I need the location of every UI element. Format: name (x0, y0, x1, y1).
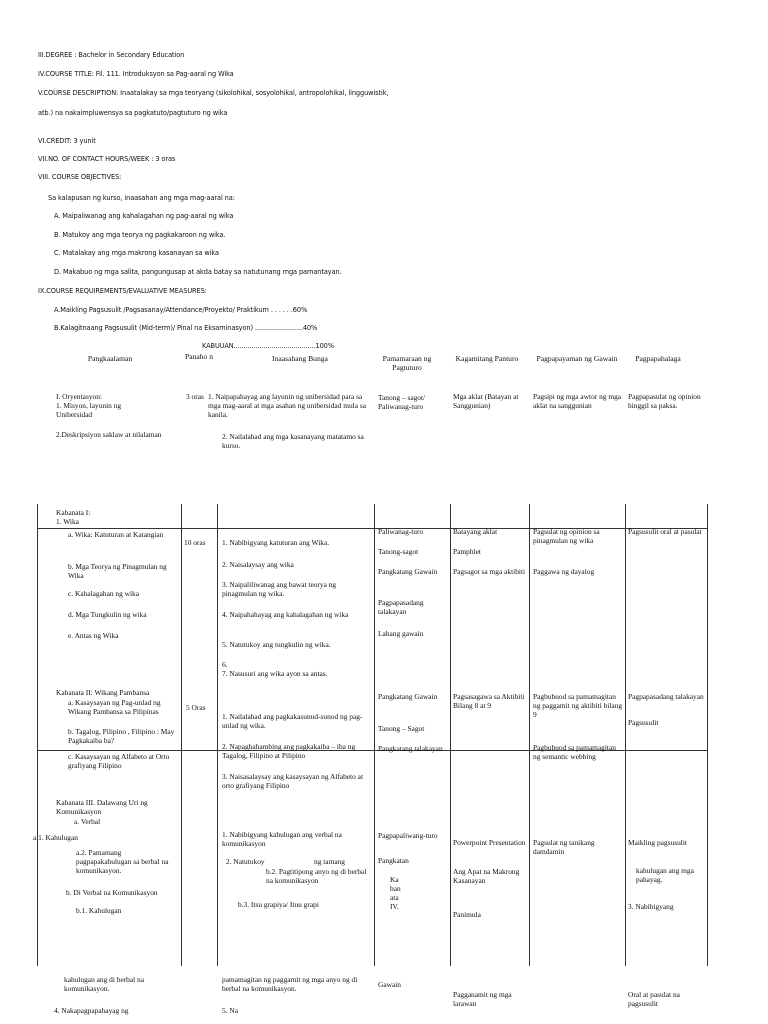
chapter-1-title: Kabanata I: (56, 508, 91, 517)
chapter-3-values: Maikling pagsusulit (628, 838, 687, 847)
orientation-enrichment: Pagsipi ng mga awtor ng mga aklat na sanggunian (533, 392, 622, 410)
column-header-panahon: Panaho n (184, 352, 214, 361)
chapter-1-outcome: 7. Nasusuri ang wika ayon sa antas. (222, 669, 328, 678)
chapter-3-topic: b. Di Verbal na Komunikasyon (66, 888, 158, 897)
chapter-2-outcome: 2. Napaghahambing ang pagkakaiba – iba ng Tagalog, Filipino at Pilipino (222, 742, 356, 760)
chapter-2-method: Tanong – Sagot (378, 724, 425, 733)
requirements-total: KABUUAN.........................................100% (202, 342, 334, 350)
chapter-3-enrichment: Pagsulat ng tanikang damdamin (533, 838, 595, 856)
chapter-3-material: Powerpoint Presentation (453, 838, 526, 847)
chapter-3-topic: b.1. Kahulugan (76, 906, 122, 915)
chapter-1-outcome: 3. Naipaliliwanag ang bawat teorya ng pinagmulan ng wika. (222, 580, 337, 598)
chapter-3-title: Kabanata III. Dalawang Uri ng Komunikasyon (56, 798, 148, 816)
chapter-1-topic: e. Antas ng Wika (68, 631, 119, 640)
continuation-text: Pagganamit ng mga larawan (453, 990, 512, 1008)
table-rule (625, 504, 626, 966)
objective-item: C. Matalakay ang mga makrong kasanayan sa wika (54, 249, 219, 257)
objectives-intro: Sa kalapusan ng kurso, inaasahan ang mga mag-aaral na: (48, 194, 235, 202)
chapter-3-material: Panimula (453, 910, 481, 919)
chapter-1-outcome: 6. (222, 660, 228, 669)
chapter-3-material: Ang Apat na Makrong Kasanayan (453, 867, 520, 885)
continuation-text: Oral at pasulat na pagsusulit (628, 990, 680, 1008)
continuation-text: 5. Na (222, 1006, 239, 1015)
chapter-1-topic: c. Kahalagahan ng wika (68, 589, 140, 598)
chapter-3-outcome: ng tamang (314, 857, 345, 866)
orientation-outcome: 2. Nailalahad ang mga kasanayang matatamo sa kurso. (222, 432, 364, 450)
column-header-pamamaraan: Pamamaraan ng Pagtuturo (382, 354, 432, 372)
chapter-3-values: 3. Nabibigyang (628, 902, 674, 911)
chapter-2-material: Pagsasagawa sa Aktibiti Bilang 8 at 9 (453, 692, 525, 710)
chapter-1-topic: a. Wika: Katuturan at Katangian (68, 530, 164, 539)
chapter-1-outcome: 4. Naipahahayag ang kahalagahan ng wika (222, 610, 349, 619)
chapter-2-enrichment: Pagbubuod sa pamamagitan ng semantic webbing (533, 743, 616, 761)
chapter-2-enrichment: Pagbubuod sa pamamagitan ng paggamit ng aktibiti bilang 9 (533, 692, 623, 719)
chapter-1-outcome: 5. Natutukoy ang tungkulin ng wika. (222, 640, 331, 649)
orientation-values: Pagpapasulat ng opinion hinggil sa paksa. (628, 392, 701, 410)
orientation-item: 2.Deskripsiyon saklaw at nilalaman (56, 430, 162, 439)
chapter-1-enrichment: Pagsulat ng opinion sa pinagmulan ng wika (533, 527, 600, 545)
table-rule (181, 504, 182, 966)
course-description-line: V.COURSE DESCRIPTION: Inaatalakay sa mga teoryang (sikolohikal, sosyolohikal, antropolohikal, lingguwistik, (38, 89, 389, 97)
chapter-3-method: Pagpapaliwang-turo (378, 831, 438, 840)
orientation-title: I. Oryentasyon: (56, 392, 102, 401)
continuation-text: Gawain (378, 980, 401, 989)
chapter-2-outcome: 3. Naisasalaysay ang kasaysayan ng Alfabeto at orto grafiyang Filipino (222, 772, 363, 790)
credit-line: VI.CREDIT: 3 yunit (38, 137, 96, 145)
chapter-1-sub: 1. Wika (56, 517, 79, 526)
chapter-1-method: Paliwanag-turo (378, 527, 424, 536)
chapter-3-method: Pangkatan (378, 856, 409, 865)
orientation-material: Mga aklat (Batayan at Sanggunian) (453, 392, 519, 410)
chapter-1-method: Pagpapasadang talakayan (378, 598, 424, 616)
chapter-2-values: Pagsusulit (628, 718, 659, 727)
objective-item: A. Maipaliwanag ang kahalagahan ng pag-aaral ng wika (54, 212, 234, 220)
objectives-title: VIII. COURSE OBJECTIVES: (38, 173, 122, 181)
chapter-3-topic: a.1. Kahulugan (33, 833, 78, 842)
chapter-1-material: Pagsagot sa mga aktibiti (453, 567, 526, 576)
chapter-2-method: Pangkatang talakayan (378, 744, 443, 753)
chapter-1-material: Pamphlet (453, 547, 481, 556)
chapter-1-outcome: 1. Nabibigyang katuturan ang Wika. (222, 538, 330, 547)
chapter-3-kabanata-iv: Ka ban ata IV. (390, 875, 401, 911)
chapter-3-outcome: 1. Nabibigyang kahulugan ang verbal na komunikasyon (222, 830, 342, 848)
column-header-kagamitan: Kagamitang Panturo (455, 354, 519, 363)
continuation-text: kahulugan ang di berbal na komunikasyon. (64, 975, 145, 993)
orientation-time: 3 oras (186, 392, 204, 401)
chapter-1-method: Tanong-sagot (378, 547, 419, 556)
chapter-3-topic: a. Verbal (74, 817, 101, 826)
orientation-item: 1. Misyon, layunin ng Unibersidad (56, 401, 122, 419)
chapter-3-outcome: b.2. Pagtitipong anyo ng di berbal na komunikasyon (266, 867, 367, 885)
chapter-3-outcome: b.3. Itsu grapiya/ Ituu grapi (238, 900, 319, 909)
chapter-1-outcome: 2. Naisalaysay ang wika (222, 560, 294, 569)
table-rule (217, 504, 218, 966)
chapter-2-values: Pagpapasadang talakayan (628, 692, 704, 701)
chapter-1-values: Pagsusulit oral at pasulat (628, 527, 702, 536)
chapter-2-time: 5 Oras (186, 703, 206, 712)
requirement-b: B.Kalagitnaang Pagsusulit (Mid-term)/ Pinal na Eksaminasyon) ........................40% (54, 324, 318, 332)
contact-hours-line: VII.NO. OF CONTACT HOURS/WEEK : 3 oras (38, 155, 176, 163)
table-rule (450, 504, 451, 966)
requirements-title: IX.COURSE REQUIREMENTS/EVALUATIVE MEASURES: (38, 287, 207, 295)
chapter-2-topic: c. Kasaysayan ng Alfabeto at Orto grafiyang Filipino (68, 752, 170, 770)
orientation-outcome: 1. Naipapahayag ang layunin ng unibersidad para sa mga mag-aaral at mga asahan ng unibersidad mula sa kanila. (208, 392, 367, 419)
continuation-text: 4. Nakapagpapahayag ng (54, 1006, 129, 1015)
column-header-pagpapayaman: Pagpapayaman ng Gawain (536, 354, 618, 363)
continuation-text: pamamagitan ng paggamit ng mga anyo ng di berbal na komunikasyon. (222, 975, 358, 993)
chapter-2-method: Pangkatang Gawain (378, 692, 438, 701)
table-rule (374, 504, 375, 966)
chapter-2-topic: a. Kasaysayan ng Pag-unlad ng Wikang Pambansa sa Pilipinas (68, 698, 161, 716)
course-description-continued: atb.) na nakaimpluwensya sa pagkatuto/pagtuturo ng wika (38, 109, 228, 117)
table-rule (529, 504, 530, 966)
objective-item: B. Matukoy ang mga teorya ng pagkakaroon ng wika. (54, 231, 226, 239)
objective-item: D. Makabuo ng mga salita, pangungusap at akda batay sa natutunang mga pamantayan. (54, 268, 342, 276)
column-header-pagpapahalaga: Pagpapahalaga (635, 354, 681, 363)
chapter-2-outcome: 1. Nailalahad ang pagkakasunud-sunod ng pag-unlad ng wika. (222, 712, 363, 730)
chapter-1-method: Pangkatang Gawain (378, 567, 438, 576)
column-header-inaasahang-bunga: Inaasahang Bunga (272, 354, 328, 363)
chapter-1-material: Batayang aklat (453, 527, 498, 536)
course-title-line: IV.COURSE TITLE: Fil. 111. Introduksyon sa Pag-aaral ng Wika (38, 70, 234, 78)
chapter-2-topic: b. Tagalog, Pilipino , Filipino : May Pagkakaiba ba? (68, 727, 175, 745)
chapter-1-topic: d. Mga Tungkulin ng wika (68, 610, 147, 619)
chapter-2-title: Kabanata II: Wikang Pambansa (56, 688, 150, 697)
chapter-1-enrichment: Paggawa ng dayalog (533, 567, 595, 576)
degree-line: III.DEGREE : Bachelor in Secondary Education (38, 51, 185, 59)
table-rule (707, 504, 708, 966)
column-header-pangkaalaman: Pangkaalaman (87, 354, 133, 363)
chapter-1-time: 10 oras (184, 538, 206, 547)
requirement-a: A.Maikling Pagsusulit /Pagsasanay/Attendance/Proyekto/ Praktikum . . . . . .60% (54, 306, 308, 314)
chapter-1-method: Lahang gawain (378, 629, 424, 638)
table-rule (37, 504, 38, 966)
chapter-1-topic: b. Mga Teorya ng Pinagmulan ng Wika (68, 562, 167, 580)
orientation-method: Tanong – sagot/ Paliwanag-turo (378, 393, 426, 411)
chapter-3-topic: a.2. Pamamang pagpapakahulugan sa berbal na komunikasyon. (76, 848, 169, 875)
chapter-3-outcome: 2. Natutukoy (226, 857, 265, 866)
chapter-3-values: kahulugan ang mga pahayag. (636, 866, 694, 884)
